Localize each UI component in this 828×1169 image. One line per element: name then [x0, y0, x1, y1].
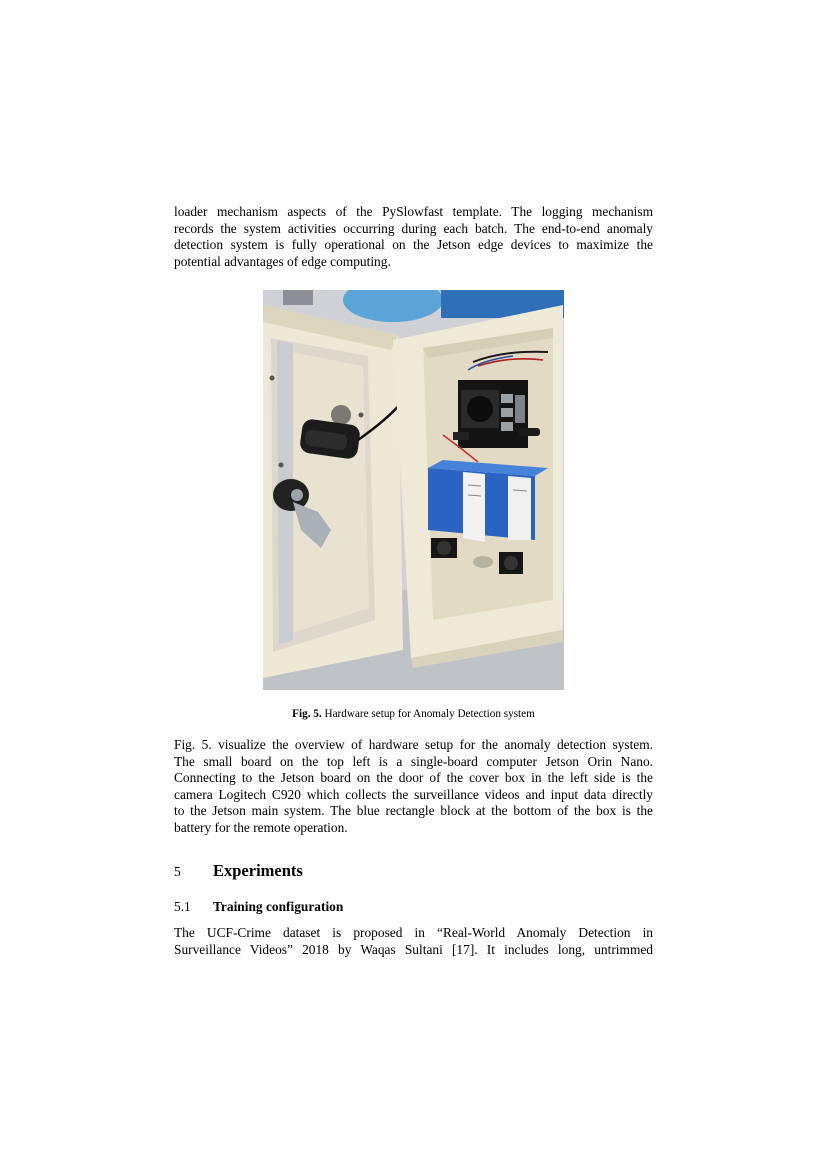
body-paragraph-2 — [174, 737, 653, 837]
subsection-title: Training configuration — [213, 899, 344, 914]
text-line: records the system activities occurring during each batch. The end-to-end anomaly — [174, 220, 653, 236]
figure-caption-text: Hardware setup for Anomaly Detection system — [324, 708, 535, 720]
hardware-setup-photo — [263, 290, 564, 690]
subsection-number: 5.1 — [174, 899, 191, 914]
section-title: Experiments — [213, 861, 303, 880]
text-line: potential advantages of edge computing. — [174, 253, 391, 269]
body-paragraph-3 — [174, 925, 653, 958]
text-line: Fig. 5. visualize the overview of hardware setup for the anomaly detection system. — [174, 737, 653, 752]
text-line: detection system is fully operational on the Jetson edge devices to maximize the — [174, 237, 653, 253]
text-line: battery for the remote operation. — [174, 819, 348, 835]
figure-caption — [174, 707, 653, 721]
subsection-heading — [174, 899, 343, 915]
section-heading — [174, 861, 303, 881]
text-line: Surveillance Videos” 2018 by Waqas Sultani [17]. It includes long, untrimmed — [174, 941, 653, 957]
text-line: to the Jetson main system. The blue rectangle block at the bottom of the box is the — [174, 803, 653, 819]
figure-label: Fig. 5. — [292, 708, 322, 720]
section-number: 5 — [174, 864, 181, 879]
text-line: camera Logitech C920 which collects the surveillance videos and input data directly — [174, 786, 653, 802]
text-line: The UCF-Crime dataset is proposed in “Real-World Anomaly Detection in — [174, 925, 653, 940]
text-line: The small board on the top left is a single-board computer Jetson Orin Nano. — [174, 753, 653, 769]
text-line: loader mechanism aspects of the PySlowfast template. The logging mechanism — [174, 204, 653, 219]
text-line: Connecting to the Jetson board on the door of the cover box in the left side is the — [174, 770, 653, 786]
body-paragraph-1 — [174, 204, 653, 270]
